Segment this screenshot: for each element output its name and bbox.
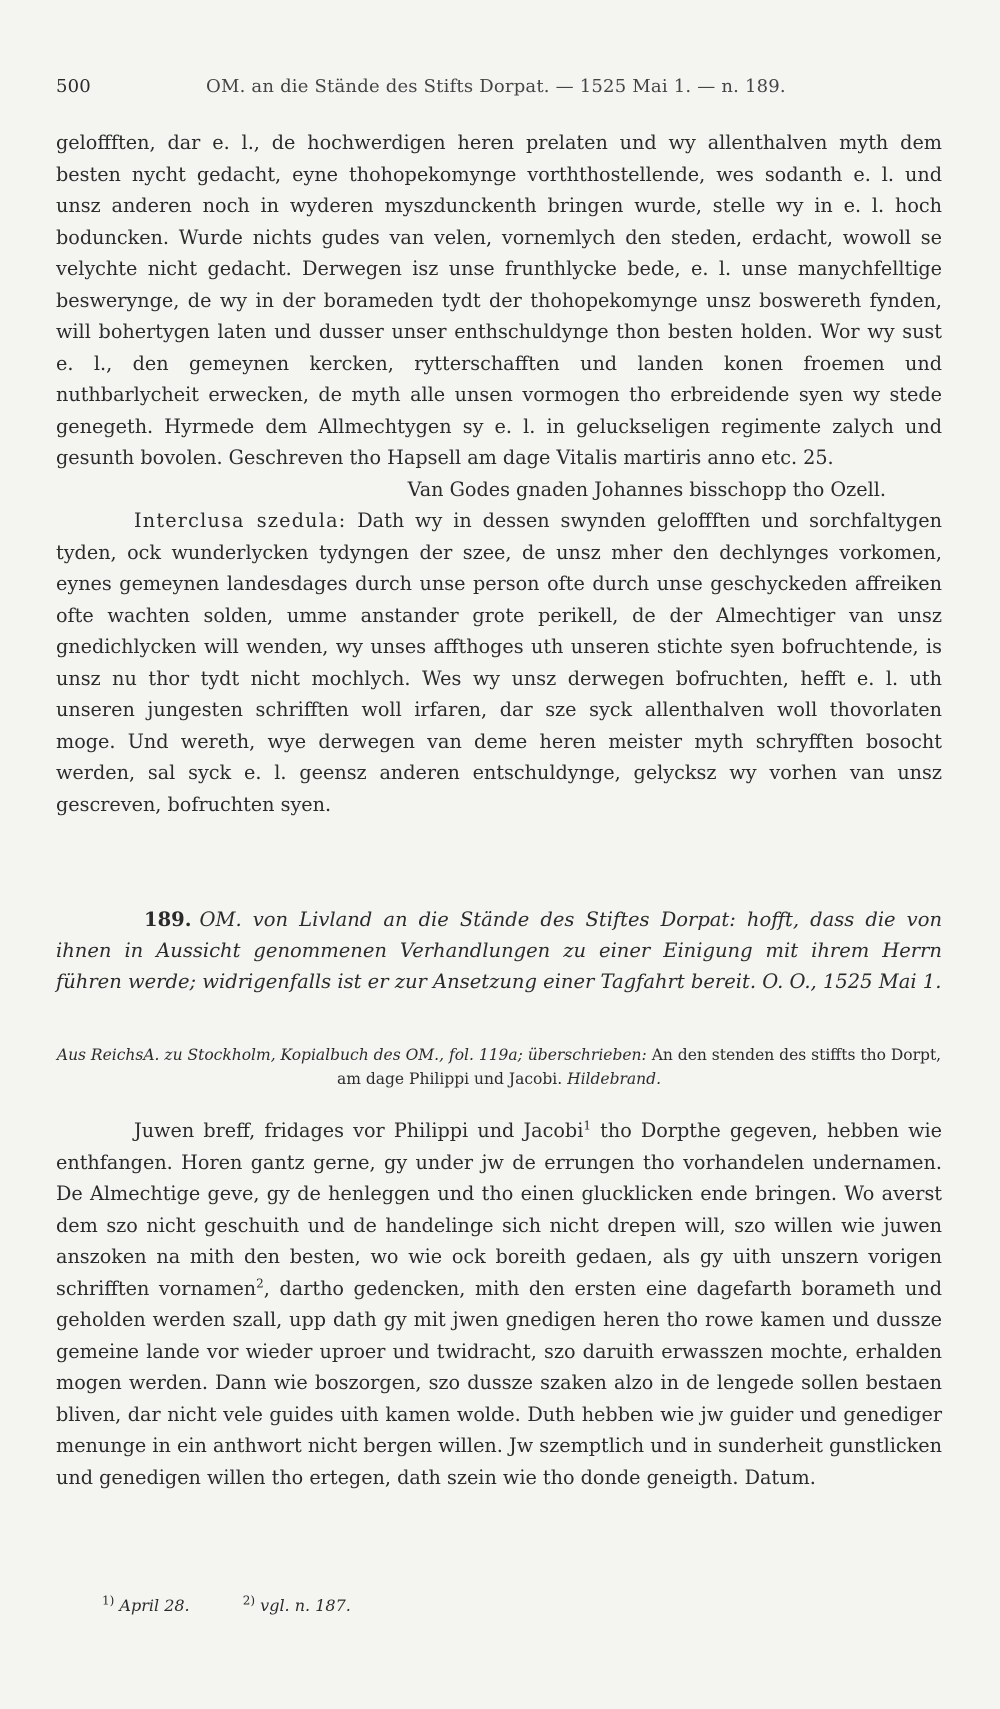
footnote-marker: 1)	[102, 1593, 115, 1608]
interclusa-text: Dath wy in dessen swynden geloffften und sorchfaltygen tyden, ock wunderlycken tydyngen der szee, de unsz mher den dechlynges vorkomen, eynes gemeynen landesdages durch unse person ofte durch unse geschyckeden affreiken ofte wachten solden, umme anstander grote perikell, de der Almechtiger van unsz gnedichlycken will wenden, wy unses affthoges uth unseren stichte syen bofruchtende, is unsz nu thor tydt nicht mochlych. Wes wy unsz derwegen bofruchten, hefft e. l. uth unseren jungesten schrifften woll irfaren, dar sze syck allenthalven woll thovorlaten moge. Und wereth, wye derwegen van deme heren meister myth schryfften bosocht werden, sal syck e. l. geensz anderen entschuldynge, gelycksz wy vorhen van unsz gescreven, bofruchten syen.	[56, 509, 943, 816]
source-archive: Aus ReichsA. zu Stockholm, Kopialbuch des OM., fol. 119a; überschrieben:	[56, 1046, 647, 1064]
interclusa-paragraph	[56, 505, 942, 820]
page-header	[56, 76, 836, 106]
footnotes	[102, 1593, 399, 1615]
page-number: 500	[56, 76, 91, 97]
body-text-part-3: , dartho gedencken, mith den ersten eine dagefarth borameth und geholden werden szall, upp dath gy mit jwen gnedigen heren tho rowe kamen und dussze gemeine lande vor wieder uproer und twidracht, szo daruith erwasszen mochte, erhalden mogen werden. Dann wie boszorgen, szo dussze szaken alzo in de lengede sollen bestaen bliven, dar nicht vele guides uith kamen wolde. Duth hebben wie jw guider und genediger menunge in ein anthwort nicht bergen willen. Jw szemptlich und in sunderheit gunstlicken und genedigen willen tho ertegen, dath szein wie tho donde geneigth. Datum.	[56, 1276, 942, 1489]
footnote-ref-2: 2	[256, 1276, 264, 1291]
letter-189-paragraph	[56, 1115, 942, 1493]
body-text-part-2: tho Dorpthe gegeven, hebben wie enthfangen. Horen gantz gerne, gy under jw de errungen tho vorhandelen undernamen. De Almechtige geve, gy de henleggen und tho einen glucklicken ende bringen. Wo averst dem szo nicht geschuith und de handelinge sich nicht drepen will, szo willen wie juwen anszoken na mith den besten, wo wie ock boreith gedaen, als gy uith unszern vorigen schrifften vornamen	[56, 1119, 942, 1300]
footnote	[242, 1593, 351, 1615]
source-editor: Hildebrand.	[567, 1070, 662, 1088]
footnote	[102, 1593, 190, 1615]
footnote-marker: 2)	[242, 1593, 256, 1608]
document-number: 189.	[144, 908, 192, 931]
letter-188-continuation	[56, 127, 942, 820]
letter-188-signature: Van Godes gnaden Johannes bisschopp tho Ozell.	[407, 477, 886, 501]
letter-188-paragraph: geloffften, dar e. l., de hochwerdigen heren prelaten und wy allenthalven myth dem besten nycht gedacht, eyne thohopekomynge vorththostellende, wes sodanth e. l. und unsz anderen noch in wyderen myszdunckenth bringen wurde, stelle wy in e. l. hoch boduncken. Wurde nichts gudes van velen, vornemlych den steden, erdacht, wowoll se velychte nicht gedacht. Derwegen isz unse frunthlycke bede, e. l. unse manychfelltige beswerynge, de wy in der borameden tydt der thohopekomynge unsz boswereth fynden, will bohertygen laten und dusser unser enthschuldynge thon besten holden. Wor wy sust e. l., den gemeynen kercken, rytterschafften und landen konen froemen und nuthbarlycheit erwecken, de myth alle unsen vormogen tho erbreidende syen wy stede genegeth. Hyrmede dem Allmechtygen sy e. l. in geluckseligen regimente zalych und gesunth bovolen. Geschreven tho Hapsell am dage Vitalis martiris anno etc. 25.	[56, 131, 942, 469]
body-text-part-1: Juwen breff, fridages vor Philippi und Jacobi	[134, 1119, 584, 1142]
interclusa-label: Interclusa szedula:	[134, 509, 347, 532]
footnote-ref-1: 1	[583, 1118, 591, 1133]
document-189-heading	[56, 904, 942, 997]
running-head: OM. an die Stände des Stifts Dorpat. — 1525 Mai 1. — n. 189.	[206, 76, 786, 97]
document-regest: OM. von Livland an die Stände des Stiftes Dorpat: hofft, dass die von ihnen in Aussicht genommenen Verhandlungen zu einer Einigung mit ihrem Herrn führen werde; widrigenfalls ist er zur Ansetzung einer Tagfahrt bereit. O. O., 1525 Mai 1.	[56, 908, 942, 993]
source-address: An den stenden des stiffts tho Dorpt, am dage Philippi und Jacobi.	[336, 1046, 942, 1088]
letter-189-body	[56, 1115, 942, 1493]
source-note	[56, 1043, 942, 1091]
footnote-text: vgl. n. 187.	[260, 1596, 351, 1615]
footnote-text: April 28.	[119, 1596, 190, 1615]
